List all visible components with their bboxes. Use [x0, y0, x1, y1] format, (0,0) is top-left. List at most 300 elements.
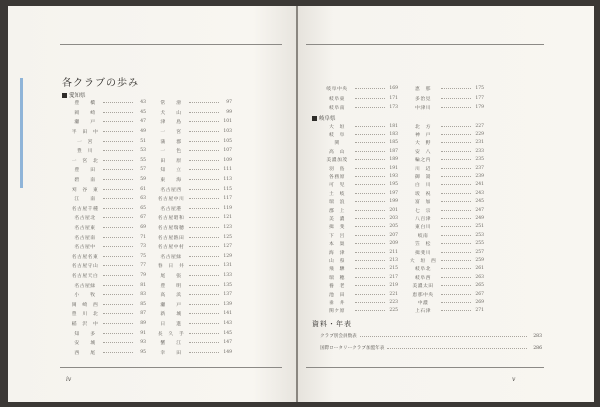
- page-ref: 67: [140, 215, 146, 221]
- leader-dots: [103, 141, 133, 142]
- leader-dots: [355, 134, 385, 135]
- toc-entry: [154, 280, 232, 290]
- toc-entry: [68, 184, 146, 194]
- leader-dots: [355, 243, 385, 244]
- page-ref: 221: [389, 291, 398, 297]
- page-ref: 219: [389, 283, 398, 289]
- club-name: 名古屋中: [74, 245, 96, 251]
- toc-entry: [154, 136, 232, 146]
- club-name: 名古屋昭和: [157, 216, 185, 222]
- page-ref: 257: [475, 249, 484, 255]
- leader-dots: [103, 294, 133, 295]
- toc-entry: [406, 130, 484, 138]
- page-ref: 181: [389, 123, 398, 129]
- club-name: 春 日 井: [157, 264, 185, 270]
- club-name: 恵 那: [415, 87, 431, 93]
- club-name: 一 宮: [77, 139, 93, 145]
- page-ref: 79: [140, 272, 146, 278]
- page-ref: 139: [223, 301, 232, 307]
- club-name: 羽 島: [329, 166, 345, 172]
- club-name: 御 嵩: [415, 175, 431, 181]
- page-ref: 243: [475, 190, 484, 196]
- page-ref: 45: [140, 109, 146, 115]
- toc-entry: [320, 147, 398, 155]
- leader-dots: [355, 159, 385, 160]
- page-ref: 193: [389, 174, 398, 180]
- page-ref: 75: [140, 253, 146, 259]
- toc-entry: [406, 265, 484, 273]
- leader-dots: [103, 333, 133, 334]
- page-ref: 269: [475, 299, 484, 305]
- leader-dots: [355, 193, 385, 194]
- club-name: 豊 橋: [74, 101, 96, 107]
- toc-entry: [406, 223, 484, 231]
- club-name: 蒲 郡: [160, 139, 182, 145]
- page-ref: 63: [140, 196, 146, 202]
- toc-entry: [406, 103, 484, 113]
- club-name: 知 立: [160, 168, 182, 174]
- toc-column-2: [154, 98, 232, 357]
- page-ref: 99: [226, 109, 232, 115]
- leader-dots: [103, 352, 133, 353]
- toc-entry: [406, 290, 484, 298]
- club-name: 名古屋港: [160, 206, 182, 212]
- toc-entry: [154, 338, 232, 348]
- club-name: 安 城: [74, 341, 96, 347]
- toc-entry: [68, 223, 146, 233]
- page-ref: 97: [226, 100, 232, 106]
- page-ref: 263: [475, 274, 484, 280]
- leader-dots: [103, 227, 133, 228]
- leader-dots: [189, 294, 219, 295]
- page-ref: 129: [223, 253, 232, 259]
- page-ref: 113: [223, 177, 232, 183]
- leader-dots: [189, 102, 219, 103]
- club-name: 東 海: [160, 178, 182, 184]
- club-name: 七 宗: [415, 208, 431, 214]
- page-ref: 125: [223, 234, 232, 240]
- toc-entry: [68, 338, 146, 348]
- leader-dots: [103, 112, 133, 113]
- page-ref: 251: [475, 224, 484, 230]
- page-ref: 201: [389, 207, 398, 213]
- leader-dots: [189, 352, 219, 353]
- toc-entry: [154, 146, 232, 156]
- page-ref: 211: [389, 249, 398, 255]
- toc-entry: [320, 172, 398, 180]
- club-name: 瀬 戸: [160, 302, 182, 308]
- club-name: 名古屋千種: [71, 206, 99, 212]
- club-name: 岡 崎 西: [71, 302, 99, 308]
- page-ref: 141: [223, 311, 232, 317]
- page-edge-mark: [20, 78, 23, 188]
- leader-dots: [103, 189, 133, 190]
- toc-entry: [68, 252, 146, 262]
- page-ref: 239: [475, 174, 484, 180]
- toc-entry: [68, 232, 146, 242]
- club-name: 名古屋天白: [71, 273, 99, 279]
- club-name: 名古屋熱田: [157, 235, 185, 241]
- leader-dots: [189, 198, 219, 199]
- club-name: 尾 張: [160, 273, 182, 279]
- leader-dots: [103, 256, 133, 257]
- leader-dots: [441, 201, 471, 202]
- toc-entry: [406, 206, 484, 214]
- page-ref: 47: [140, 119, 146, 125]
- toc-entry: [406, 139, 484, 147]
- page-ref: 199: [389, 199, 398, 205]
- leader-dots: [189, 237, 219, 238]
- club-name: 岐南: [417, 233, 429, 239]
- toc-entry: [406, 156, 484, 164]
- toc-entry: [68, 242, 146, 252]
- club-name: 安 八: [415, 149, 431, 155]
- club-name: 輪之内: [415, 158, 431, 164]
- leader-dots: [355, 88, 385, 89]
- toc-entry: [68, 108, 146, 118]
- leader-dots: [103, 121, 133, 122]
- leader-dots: [441, 268, 471, 269]
- toc-entry: [154, 108, 232, 118]
- club-name: 稲 沢 中: [71, 321, 99, 327]
- club-name: 豊 田: [74, 168, 96, 174]
- page-ref: 117: [223, 196, 232, 202]
- page-ref: 217: [389, 274, 398, 280]
- leader-dots: [355, 151, 385, 152]
- page-ref: 231: [475, 140, 484, 146]
- appendix-label: 国際ロータリークラブ加盟年表: [320, 346, 385, 351]
- club-name: 可 児: [329, 183, 345, 189]
- leader-dots: [189, 333, 219, 334]
- top-rule: [306, 44, 544, 45]
- toc-entry: [154, 213, 232, 223]
- leader-dots: [360, 336, 527, 337]
- appendix-entry: [320, 344, 542, 352]
- toc-entry: [320, 206, 398, 214]
- top-rule: [60, 44, 282, 45]
- toc-entry: [320, 122, 398, 130]
- leader-dots: [103, 169, 133, 170]
- page-ref: 265: [475, 283, 484, 289]
- toc-entry: [320, 290, 398, 298]
- leader-dots: [441, 243, 471, 244]
- toc-entry: [320, 103, 398, 113]
- page-ref: 271: [475, 308, 484, 314]
- toc-entry: [406, 84, 484, 94]
- page-ref: 247: [475, 207, 484, 213]
- leader-dots: [355, 184, 385, 185]
- leader-dots: [441, 184, 471, 185]
- page-ref: 85: [140, 301, 146, 307]
- leader-dots: [441, 193, 471, 194]
- bottom-rule: [306, 367, 544, 368]
- page-ref: 189: [389, 157, 398, 163]
- toc-entry: [320, 198, 398, 206]
- club-name: 多治見: [415, 96, 431, 102]
- club-name: 八百津: [415, 216, 431, 222]
- page-ref: 53: [140, 148, 146, 154]
- page-ref: 107: [223, 148, 232, 154]
- club-name: 垂 井: [329, 300, 345, 306]
- club-name: 岐阜東: [329, 96, 345, 102]
- leader-dots: [103, 304, 133, 305]
- leader-dots: [189, 285, 219, 286]
- toc-entry: [154, 223, 232, 233]
- club-name: 池 田: [329, 292, 345, 298]
- toc-column-1: [320, 122, 398, 315]
- toc-entry: [406, 214, 484, 222]
- leader-dots: [441, 310, 471, 311]
- leader-dots: [103, 102, 133, 103]
- toc-entry: [154, 319, 232, 329]
- club-name: 上石津: [415, 309, 431, 315]
- leader-dots: [355, 268, 385, 269]
- club-name: 土 岐: [329, 191, 345, 197]
- toc-entry: [68, 309, 146, 319]
- page-ref: 183: [389, 132, 398, 138]
- leader-dots: [441, 134, 471, 135]
- toc-entry: [68, 98, 146, 108]
- page-ref: 105: [223, 138, 232, 144]
- club-name: 瑞 穂: [329, 275, 345, 281]
- leader-dots: [441, 142, 471, 143]
- club-name: 蟹 江: [160, 341, 182, 347]
- club-name: 恵那中央: [412, 292, 434, 298]
- toc-entry: [406, 281, 484, 289]
- leader-dots: [441, 159, 471, 160]
- club-name: 知 多: [74, 331, 96, 337]
- page-ref: 169: [389, 86, 398, 92]
- leader-dots: [355, 310, 385, 311]
- page-ref: 91: [140, 330, 146, 336]
- club-name: 名古屋北: [74, 216, 96, 222]
- club-name: 犬 山: [160, 110, 182, 116]
- page-ref: 81: [140, 282, 146, 288]
- leader-dots: [441, 226, 471, 227]
- club-name: 坂 祝: [415, 191, 431, 197]
- toc-entry: [154, 347, 232, 357]
- club-name: 海 津: [329, 250, 345, 256]
- club-name: 小 牧: [74, 293, 96, 299]
- club-name: 瀬 戸: [74, 120, 96, 126]
- club-name: 豊 川: [77, 149, 93, 155]
- page-ref: 197: [389, 190, 398, 196]
- page-ref: 71: [140, 234, 146, 240]
- page-ref: 185: [389, 140, 398, 146]
- leader-dots: [355, 107, 385, 108]
- club-name: 大 垣 西: [409, 258, 437, 264]
- toc-entry: [406, 239, 484, 247]
- club-name: 関ケ原: [329, 309, 345, 315]
- leader-dots: [103, 217, 133, 218]
- toc-entry: [406, 273, 484, 281]
- club-name: 美 濃: [329, 216, 345, 222]
- leader-dots: [103, 198, 133, 199]
- toc-entry: [68, 280, 146, 290]
- page-ref: 259: [475, 257, 484, 263]
- club-name: 名古屋名東: [71, 254, 99, 260]
- club-name: 中濃: [417, 300, 429, 306]
- page-ref: 195: [389, 182, 398, 188]
- toc-entry: [154, 204, 232, 214]
- toc-entry: [320, 189, 398, 197]
- leader-dots: [103, 160, 133, 161]
- club-name: 大 野: [415, 141, 431, 147]
- leader-dots: [189, 131, 219, 132]
- page-ref: 175: [475, 86, 484, 92]
- leader-dots: [355, 176, 385, 177]
- leader-dots: [189, 160, 219, 161]
- toc-entry: [154, 156, 232, 166]
- toc-entry: [154, 98, 232, 108]
- page-ref: 103: [223, 129, 232, 135]
- club-name: 西 尾: [74, 350, 96, 356]
- club-name: 刈 谷 東: [71, 187, 99, 193]
- toc-entry: [154, 232, 232, 242]
- leader-dots: [103, 246, 133, 247]
- page-ref: 123: [223, 225, 232, 231]
- toc-entry: [320, 139, 398, 147]
- club-name: 東白川: [415, 225, 431, 231]
- toc-entry: [320, 307, 398, 315]
- toc-entry: [406, 181, 484, 189]
- club-name: 名古屋中川: [157, 197, 185, 203]
- club-name: 江 南: [74, 197, 96, 203]
- page-ref: 115: [223, 186, 232, 192]
- club-name: 岐阜南: [329, 106, 345, 112]
- leader-dots: [441, 252, 471, 253]
- toc-entry: [406, 198, 484, 206]
- toc-entry: [68, 194, 146, 204]
- toc-entry: [320, 164, 398, 172]
- toc-entry: [154, 117, 232, 127]
- leader-dots: [441, 88, 471, 89]
- square-bullet-icon: [62, 93, 67, 98]
- club-name: 本 巣: [329, 242, 345, 248]
- page-ref: 121: [223, 215, 232, 221]
- club-name: 常 滑: [160, 101, 182, 107]
- leader-dots: [189, 313, 219, 314]
- page-ref: 55: [140, 157, 146, 163]
- leader-dots: [189, 256, 219, 257]
- page-ref: 93: [140, 340, 146, 346]
- leader-dots: [189, 208, 219, 209]
- page-ref: 119: [223, 205, 232, 211]
- toc-entry: [68, 175, 146, 185]
- right-page: [298, 6, 594, 402]
- page-ref: 111: [223, 167, 232, 173]
- page-ref: 267: [475, 291, 484, 297]
- square-bullet-icon: [312, 116, 317, 121]
- region-label: 岐阜県: [319, 116, 336, 122]
- club-name: 高 山: [329, 149, 345, 155]
- toc-entry: [154, 194, 232, 204]
- toc-entry: [68, 146, 146, 156]
- page-ref: 207: [389, 232, 398, 238]
- leader-dots: [441, 98, 471, 99]
- page-ref: 49: [140, 129, 146, 135]
- club-name: 笠 松: [415, 242, 431, 248]
- leader-dots: [103, 150, 133, 151]
- club-name: 下 呂: [329, 233, 345, 239]
- club-name: 美濃太田: [412, 284, 434, 290]
- toc-entry: [154, 252, 232, 262]
- leader-dots: [355, 302, 385, 303]
- leader-dots: [103, 131, 133, 132]
- toc-entry: [320, 156, 398, 164]
- left-page: [8, 6, 296, 402]
- leader-dots: [441, 285, 471, 286]
- club-name: 名古屋守山: [71, 264, 99, 270]
- appendix-entry: [320, 332, 542, 340]
- club-name: 一 宮: [160, 130, 182, 136]
- toc-entry: [320, 94, 398, 104]
- page-ref: 147: [223, 340, 232, 346]
- page-ref: 127: [223, 244, 232, 250]
- toc-entry: [68, 136, 146, 146]
- toc-entry: [68, 290, 146, 300]
- club-name: 白 川: [415, 183, 431, 189]
- leader-dots: [189, 323, 219, 324]
- page-ref: 59: [140, 177, 146, 183]
- appendix-page: 286: [533, 345, 542, 351]
- page-ref: 223: [389, 299, 398, 305]
- appendix-title: 資料・年表: [312, 320, 352, 328]
- leader-dots: [103, 265, 133, 266]
- club-name: 郡 上: [329, 208, 345, 214]
- toc-entry: [406, 231, 484, 239]
- toc-entry: [320, 248, 398, 256]
- page-ref: 235: [475, 157, 484, 163]
- leader-dots: [189, 169, 219, 170]
- toc-entry: [320, 84, 398, 94]
- toc-entry: [68, 271, 146, 281]
- toc-entry: [320, 181, 398, 189]
- leader-dots: [441, 235, 471, 236]
- leader-dots: [103, 285, 133, 286]
- page-number: iv: [66, 376, 72, 383]
- appendix-page: 283: [533, 333, 542, 339]
- leader-dots: [441, 151, 471, 152]
- club-name: 新 城: [160, 312, 182, 318]
- toc-entry: [154, 290, 232, 300]
- page-ref: 77: [140, 263, 146, 269]
- club-name: 名古屋瑞穂: [157, 226, 185, 232]
- page-ref: 187: [389, 148, 398, 154]
- club-name: 養 老: [329, 284, 345, 290]
- toc-column-1: [68, 98, 146, 357]
- toc-entry: [406, 189, 484, 197]
- toc-entry: [154, 309, 232, 319]
- leader-dots: [103, 275, 133, 276]
- club-name: 岐 阜: [329, 133, 345, 139]
- page-ref: 145: [223, 330, 232, 336]
- toc-entry: [320, 223, 398, 231]
- club-name: 豊 明: [160, 283, 182, 289]
- leader-dots: [103, 179, 133, 180]
- toc-entry: [154, 299, 232, 309]
- club-name: 山 県: [329, 258, 345, 264]
- club-name: 高 浜: [160, 293, 182, 299]
- leader-dots: [189, 275, 219, 276]
- page-ref: 57: [140, 167, 146, 173]
- club-name: 碧 南: [74, 178, 96, 184]
- club-name: 美濃加茂: [326, 158, 348, 164]
- leader-dots: [441, 277, 471, 278]
- leader-dots: [189, 150, 219, 151]
- page-ref: 131: [223, 263, 232, 269]
- leader-dots: [355, 98, 385, 99]
